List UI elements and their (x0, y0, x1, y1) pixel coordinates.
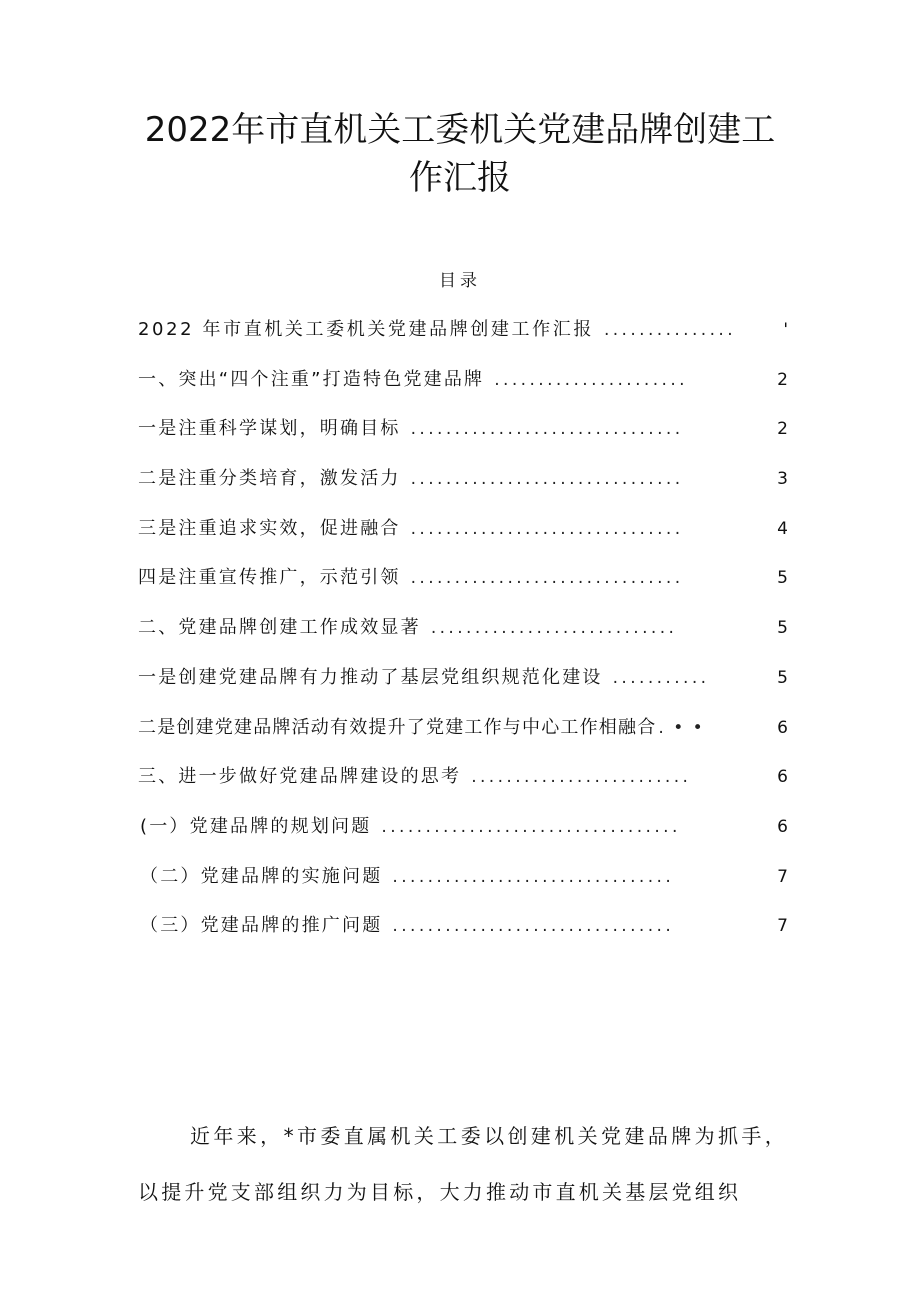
toc-entry[interactable] (138, 463, 788, 513)
toc-entry[interactable] (138, 910, 788, 960)
toc-leader-dots: ......................... (471, 767, 692, 788)
toc-entry-title: 一是创建党建品牌有力推动了基层党组织规范化建设 (138, 666, 603, 688)
toc-page-number: 5 (777, 667, 788, 688)
toc-page-number: 4 (777, 518, 788, 539)
toc-entry[interactable] (138, 712, 788, 762)
toc-entry-title: 2022 年市直机关工委机关党建品牌创建工作汇报 (138, 319, 594, 340)
toc-leader-dots: ............... (603, 320, 736, 340)
body-paragraph: 近年来，*市委直属机关工委以创建机关党建品牌为抓手，以提升党支部组织力为目标，大力推动市直机关基层党组织 (138, 1124, 788, 1204)
toc-entry-title: 一、突出“四个注重”打造特色党建品牌 (138, 368, 485, 390)
title-line-1: 2022年市直机关工委机关党建品牌创建工 (144, 110, 776, 150)
toc-entry[interactable] (138, 811, 788, 861)
toc-page-number: ' (783, 320, 788, 340)
toc-leader-dots: ............................... (410, 568, 684, 589)
toc-page-number: 7 (777, 916, 788, 937)
toc-entry[interactable] (138, 314, 788, 364)
toc-entry-title: 三是注重追求实效，促进融合 (138, 517, 401, 539)
toc-leader-dots: ................................ (392, 916, 675, 937)
toc-entry-title: 二、党建品牌创建工作成效显著 (138, 617, 421, 639)
toc-entry[interactable] (138, 562, 788, 612)
toc-entry-title: 二是注重分类培育，激发活力 (138, 468, 401, 490)
toc-leader-dots: . • • (658, 717, 705, 738)
toc-heading: 目录 (439, 271, 481, 291)
toc-entry-title: 二是创建党建品牌活动有效提升了党建工作与中心工作相融合 (138, 716, 657, 738)
body-text (138, 1108, 788, 1220)
toc-page-number: 6 (777, 717, 788, 738)
toc-entry[interactable] (138, 364, 788, 414)
toc-entry-title: 四是注重宣传推广，示范引领 (138, 567, 401, 589)
title-line-2: 作汇报 (409, 158, 511, 198)
toc-entry-title: 一是注重科学谋划，明确目标 (138, 418, 401, 440)
toc-leader-dots: ............................... (410, 469, 684, 490)
toc-leader-dots: ................................ (392, 866, 675, 887)
toc-page-number: 5 (777, 618, 788, 639)
toc-entry-title: （三）党建品牌的推广问题 (140, 915, 383, 937)
toc-entry[interactable] (138, 612, 788, 662)
toc-leader-dots: ........... (612, 667, 710, 688)
toc-page-number: 3 (777, 469, 788, 490)
toc-page-number: 2 (777, 369, 788, 390)
toc-page-number: 6 (777, 816, 788, 837)
toc-leader-dots: ............................... (410, 518, 684, 539)
toc-leader-dots: ............................ (430, 618, 678, 639)
toc-entry[interactable] (138, 513, 788, 563)
toc-leader-dots: ............................... (410, 419, 684, 440)
toc-entry[interactable] (138, 761, 788, 811)
toc-entry[interactable] (138, 662, 788, 712)
toc-page-number: 2 (777, 419, 788, 440)
toc-leader-dots: .................................. (381, 816, 681, 837)
table-of-contents (138, 314, 788, 960)
toc-entry-title: 三、进一步做好党建品牌建设的思考 (138, 766, 462, 788)
toc-entry-title: (一）党建品牌的规划问题 (140, 815, 372, 837)
toc-entry-title: （二）党建品牌的实施问题 (140, 865, 383, 887)
toc-entry[interactable] (138, 861, 788, 911)
toc-entry[interactable] (138, 413, 788, 463)
toc-page-number: 6 (777, 767, 788, 788)
document-title (120, 106, 800, 202)
toc-page-number: 7 (777, 866, 788, 887)
toc-leader-dots: ...................... (494, 369, 688, 390)
toc-page-number: 5 (777, 568, 788, 589)
